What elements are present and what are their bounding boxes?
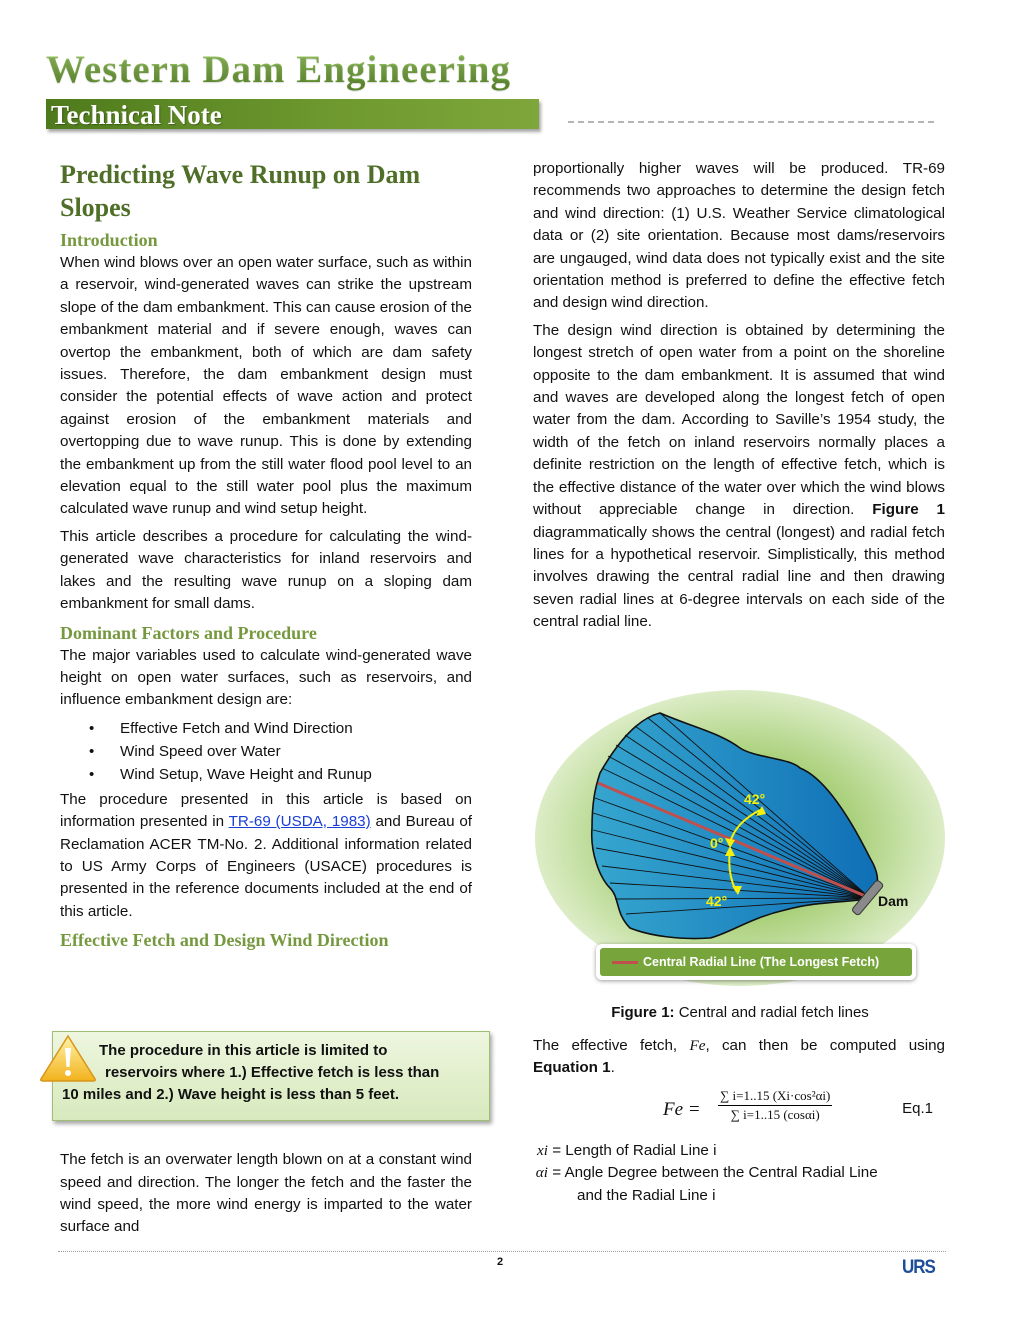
tr69-link[interactable]: TR-69 (USDA, 1983): [228, 813, 371, 831]
limitation-callout: [52, 1031, 490, 1121]
text: .: [610, 1059, 615, 1077]
x-symbol: xi: [537, 1142, 548, 1159]
factor-list: [60, 717, 472, 786]
callout-line: 10 miles and 2.) Wave height is less than 5 feet.: [62, 1086, 400, 1103]
text: , can then be computed using: [705, 1037, 946, 1054]
heading-introduction: Introduction: [60, 230, 158, 250]
footer-rule: [58, 1251, 946, 1252]
masthead-title: Western Dam Engineering: [46, 48, 511, 91]
equation-definitions: [533, 1140, 945, 1207]
article-title: Predicting Wave Runup on Dam Slopes: [60, 160, 421, 222]
caption-text: Central and radial fetch lines: [674, 1004, 869, 1021]
equation-numerator: ∑ i=1..15 (Xi·cos²αi): [718, 1088, 832, 1106]
page-number: 2: [496, 1256, 504, 1268]
definition-x: [533, 1140, 945, 1162]
equation-1: [533, 1088, 945, 1132]
legend-label: Central Radial Line (The Longest Fetch): [643, 955, 880, 969]
heading-dominant-factors: Dominant Factors and Procedure: [60, 622, 317, 643]
intro-paragraph-2: This article describes a procedure for calculating the wind-generated wave characteristics for inland reservoirs and lakes and the resulting wave runup on a sloping dam embankment for small dams.: [60, 527, 472, 613]
definition-alpha-cont: and the Radial Line i: [577, 1186, 716, 1204]
list-item: • Wind Setup, Wave Height and Runup: [60, 763, 472, 786]
central-line-swatch: [612, 961, 638, 964]
urs-logo: URS: [902, 1255, 935, 1278]
fetch-diagram: [530, 688, 950, 988]
intro-paragraph-1: When wind blows over an open water surface, such as within a reservoir, wind-generated waves can strike the upstream slope of the dam embankment. This can cause erosion of the embankment material and if severe enough, waves can overtop the embankment, both of which are dam safety issues. Therefore, the dam embankment design must consider the potential effects of wave action and protect against erosion of the embankment materials and overtopping due to wave runup. This is done by extending the embankment up from the still water flood pool level to an elevation equal to the still water pool plus the maximum calculated wave runup and wind setup height.: [60, 254, 472, 518]
figure-legend: [596, 944, 916, 980]
callout-line: The procedure in this article is limited to: [99, 1042, 388, 1059]
right-paragraph-2: [533, 320, 945, 634]
angle-label-bottom: 42°: [706, 893, 728, 909]
technical-note-banner: [46, 99, 539, 129]
dominant-paragraph-1: The major variables used to calculate wind-generated wave height on open water surfaces, such as reservoirs, and influence embankment design are:: [60, 646, 472, 709]
caption-label: Figure 1:: [611, 1004, 675, 1021]
figure-reference: Figure 1: [872, 501, 945, 519]
banner-label: Technical Note: [51, 100, 222, 130]
right-column: [533, 158, 945, 639]
list-item: • Wind Speed over Water: [60, 740, 472, 763]
text: The effective fetch,: [533, 1037, 690, 1054]
heading-effective-fetch: Effective Fetch and Design Wind Direction: [60, 930, 389, 951]
equation-reference: Equation 1: [533, 1059, 611, 1077]
text: The procedure presented in this article is based on information presented in: [60, 790, 472, 831]
header-dashed-rule: [568, 121, 934, 123]
left-column: [60, 158, 472, 952]
warning-icon: [38, 1033, 98, 1083]
right-paragraph-1: proportionally higher waves will be produced. TR-69 recommends two approaches to determine the design fetch and wind direction: (1) U.S. Weather Service climatological data or (2) site orientation. Because most dams/reservoirs are ungauged, wind data does not typically exist and the site orientation method is preferred to define the effective fetch and design wind direction.: [533, 160, 945, 312]
text: and Bureau of Reclamation ACER TM-No. 2. Additional information related to US Army Corps of Engineers (USACE) procedures is presented in the reference documents included at the end of this article.: [60, 813, 473, 920]
equation-number: Eq.1: [902, 1100, 933, 1117]
angle-label-center: 0°: [710, 835, 724, 851]
equation-intro: [533, 1035, 945, 1080]
figure-caption: [530, 1003, 950, 1023]
dominant-paragraph-2: [60, 789, 472, 923]
equation-fraction: [718, 1088, 832, 1123]
text: = Angle Degree between the Central Radial Line: [548, 1164, 878, 1182]
text: diagrammatically shows the central (longest) and radial fetch lines for a hypothetical reservoir. Simplistically, this method involves drawing the central radial line and then drawing seven radial lines at 6-degree intervals on each side of the central radial line.: [533, 523, 945, 631]
text: The design wind direction is obtained by determining the longest stretch of open water from a point on the shoreline opposite to the dam embankment. It is assumed that wind and waves are developed along the longest fetch of open water from the dam. According to Saville’s 1954 study, the width of the fetch on inland reservoirs normally places a definite restriction on the length of effective fetch, which is the effective distance of the water over which the wind blows without appreciable change in direction.: [533, 321, 945, 519]
alpha-symbol: αi: [535, 1164, 548, 1182]
text: = Length of Radial Line i: [548, 1142, 717, 1159]
definition-alpha: [533, 1162, 945, 1184]
dam-label: Dam: [878, 893, 909, 909]
equation-denominator: ∑ i=1..15 (cosαi): [730, 1107, 820, 1122]
angle-label-top: 42°: [744, 791, 766, 807]
callout-line: reservoirs where 1.) Effective fetch is less than: [105, 1064, 440, 1081]
equation-lhs: Fe =: [663, 1099, 701, 1120]
fe-symbol: Fe: [689, 1037, 706, 1054]
list-item: • Effective Fetch and Wind Direction: [60, 717, 472, 740]
fetch-paragraph: The fetch is an overwater length blown on at a constant wind speed and direction. The longer the fetch and the faster the wind speed, the more wind energy is imparted to the water surface and: [60, 1151, 472, 1236]
